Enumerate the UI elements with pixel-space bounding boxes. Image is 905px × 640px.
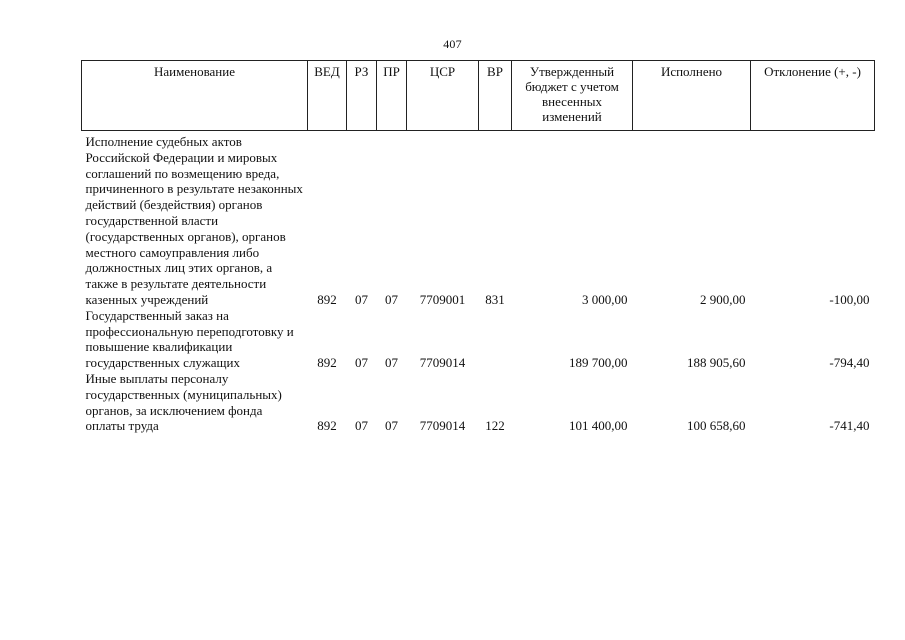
table-body (82, 131, 875, 435)
row-vr (479, 308, 512, 371)
row-name: Иные выплаты персоналу государственных (муниципальных) органов, за исключением фонда оплаты труда (85, 370, 282, 434)
header-approved: Утвержденный бюджет с учетом внесенных изменений (512, 61, 633, 131)
header-row (82, 61, 875, 131)
row-rz: 07 (355, 355, 368, 371)
row-deviation: -794,40 (829, 355, 870, 371)
table-header (82, 61, 875, 131)
row-vr: 831 (485, 291, 505, 307)
header-rz: РЗ (347, 61, 377, 131)
header-name: Наименование (82, 61, 308, 131)
row-executed: 188 905,60 (687, 355, 746, 371)
table-row (82, 371, 875, 434)
header-ved: ВЕД (308, 61, 347, 131)
header-deviation: Отклонение (+, -) (751, 61, 875, 131)
row-approved: 3 000,00 (582, 291, 628, 307)
budget-execution-table (81, 60, 875, 434)
row-rz: 07 (355, 418, 368, 434)
row-pr: 07 (385, 291, 398, 307)
table-row (82, 131, 875, 308)
row-executed: 100 658,60 (687, 418, 746, 434)
header-csr: ЦСР (407, 61, 479, 131)
row-approved: 189 700,00 (569, 355, 628, 371)
page-number: 407 (443, 37, 462, 51)
header-pr: ПР (377, 61, 407, 131)
header-executed: Исполнено (633, 61, 751, 131)
row-vr: 122 (485, 418, 505, 434)
row-pr: 07 (385, 355, 398, 371)
row-pr: 07 (385, 418, 398, 434)
row-ved: 892 (317, 355, 337, 371)
header-vr: ВР (479, 61, 512, 131)
row-deviation: -741,40 (829, 418, 870, 434)
row-csr: 7709014 (419, 355, 466, 371)
row-ved: 892 (317, 418, 337, 434)
row-executed: 2 900,00 (700, 291, 746, 307)
row-approved: 101 400,00 (569, 418, 628, 434)
row-csr: 7709014 (419, 418, 466, 434)
row-deviation: -100,00 (829, 291, 870, 307)
table-row (82, 308, 875, 371)
row-ved: 892 (317, 291, 337, 307)
row-name: Государственный заказ на профессиональную переподготовку и повышение квалификации государственных служащих (85, 307, 294, 371)
row-csr: 7709001 (419, 291, 466, 307)
row-name: Исполнение судебных актов Российской Федерации и мировых соглашений по возмещению вреда, причиненного в результате незаконных действий (бездействия) органов государственной власти (государственных органов), органов местного самоуправления либо должностных лиц этих органов, а также в результате деятельности казенных учреждений (85, 134, 303, 307)
row-rz: 07 (355, 291, 368, 307)
